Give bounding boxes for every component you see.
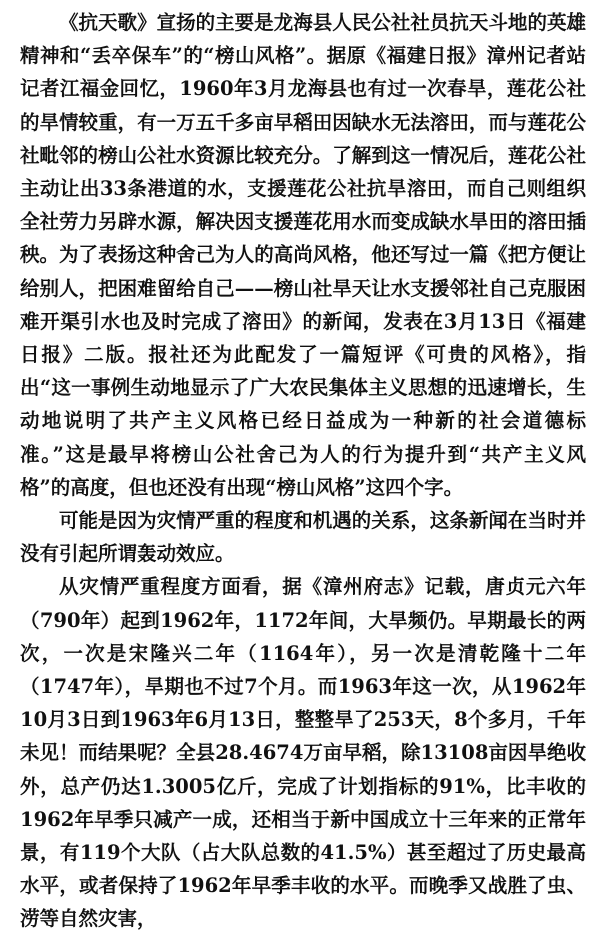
paragraph-3: 从灾情严重程度方面看，据《漳州府志》记载，唐贞元六年（790年）起到1962年，1172年间，大旱频仍。早期最长的两次，一次是宋隆兴二年（1164年），另一次是清乾隆十二年（1747年），旱期也不过7个月。而1963年这一次，从1962年10月3日到1963年6月13日，整整旱了253天，8个多月，千年未见！而结果呢？全县28.4674万亩早稻，除13108亩因旱绝收外，总产仍达1.3005亿斤，完成了计划指标的91%，比丰收的1962年早季只减产一成，还相当于新中国成立十三年来的正常年景，有119个大队（占大队总数的41.5%）甚至超过了历史最高水平，或者保持了1962年早季丰收的水平。而晚季又战胜了虫、涝等自然灾害，	[20, 575, 586, 931]
paragraph-2: 可能是因为灾情严重的程度和机遇的关系，这条新闻在当时并没有引起所谓轰动效应。	[20, 509, 586, 566]
paragraph-1: 《抗天歌》宣扬的主要是龙海县人民公社社员抗天斗地的英雄精神和“丢卒保车”的“榜山风格”。据原《福建日报》漳州记者站记者江福金回忆，1960年3月龙海县也有过一次春旱，莲花公社的旱情较重，有一万五千多亩早稻田因缺水无法溶田，而与莲花公社毗邻的榜山公社水资源比较充分。了解到这一情况后，莲花公社主动让出33条港道的水，支援莲花公社抗旱溶田，而自己则组织全社劳力另辟水源，解决因支援莲花用水而变成缺水旱田的溶田插秧。为了表扬这种舍己为人的高尚风格，他还写过一篇《把方便让给别人，把困难留给自己——榜山社旱天让水支援邻社自己克服困难开渠引水也及时完成了溶田》的新闻，发表在3月13日《福建日报》二版。报社还为此配发了一篇短评《可贵的风格》，指出“这一事例生动地显示了广大农民集体主义思想的迅速增长，生动地说明了共产主义风格已经日益成为一种新的社会道德标准。”这是最早将榜山公社舍己为人的行为提升到“共产主义风格”的高度，但也还没有出现“榜山风格”这四个字。	[20, 11, 586, 499]
